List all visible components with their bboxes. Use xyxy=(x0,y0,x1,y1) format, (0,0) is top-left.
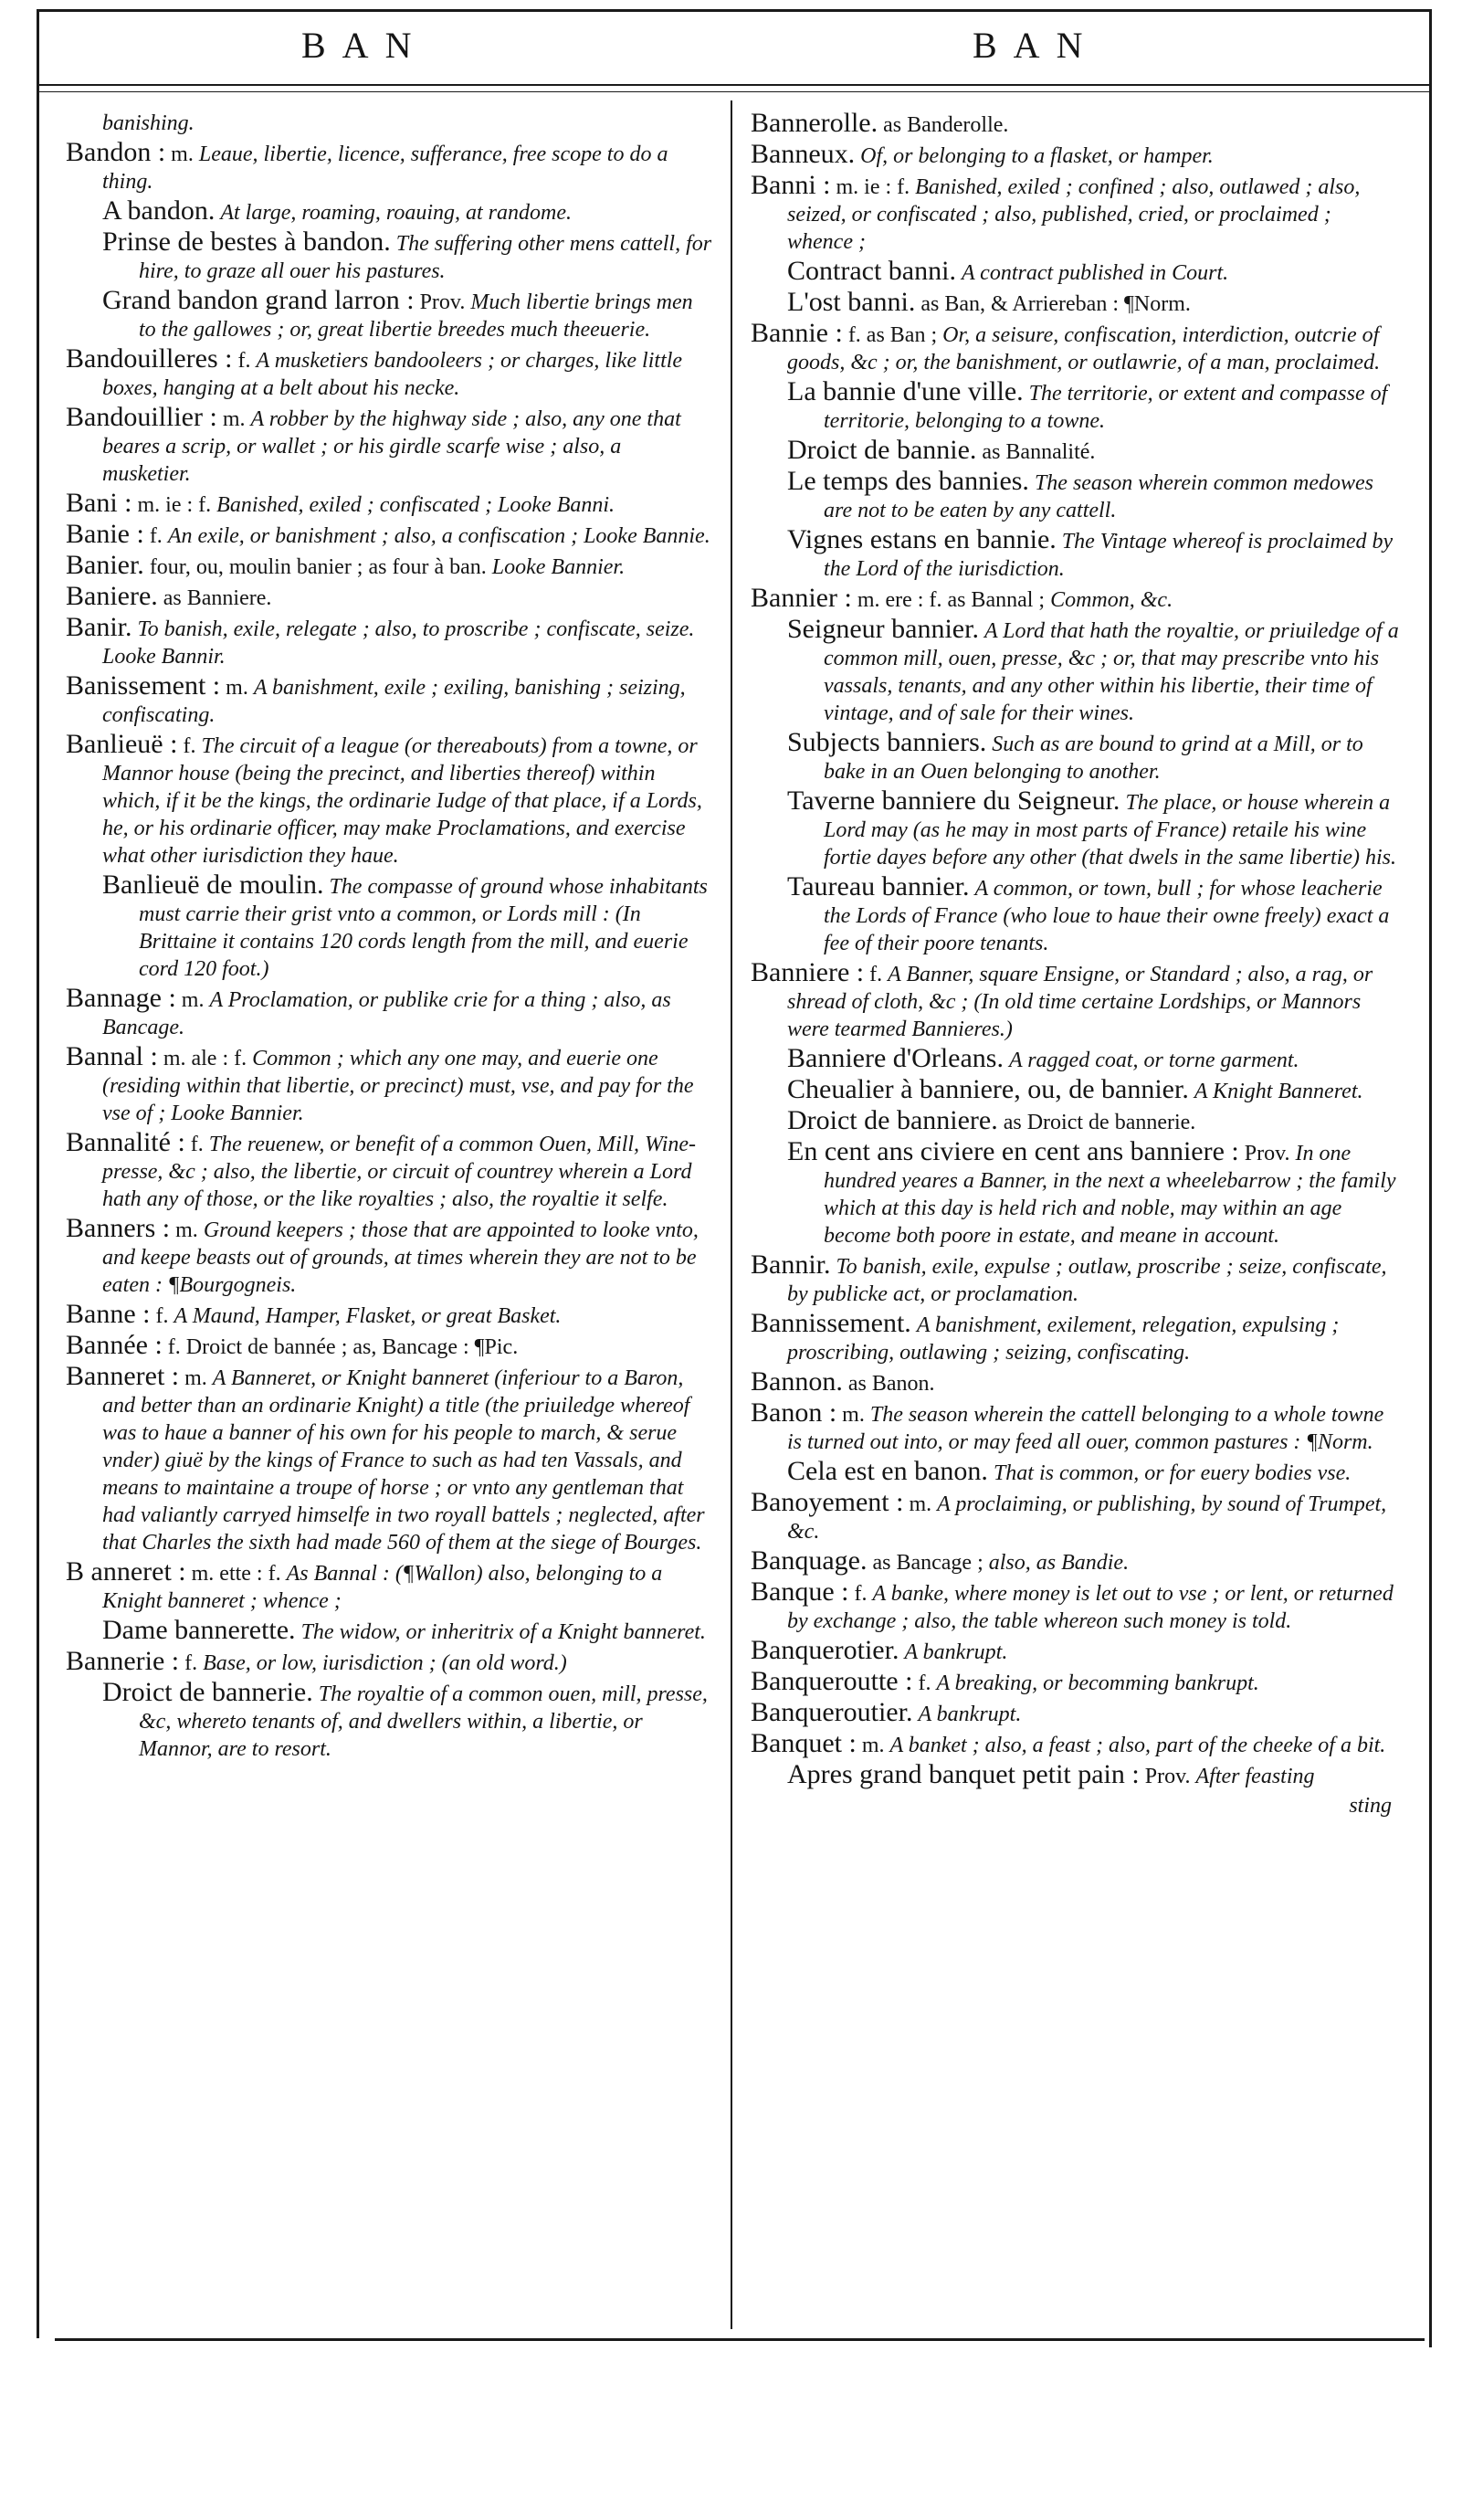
dictionary-entry xyxy=(751,320,1401,376)
dictionary-entry xyxy=(66,1332,714,1361)
entry-french-text: Prov. xyxy=(1139,1765,1196,1788)
entry-french-text: m. xyxy=(165,142,199,166)
entry-english-gloss: A robber by the highway side ; also, any one that beares a scrip, or wallet ; or his girdle scarfe wise ; also, a musketier. xyxy=(102,407,681,486)
entry-french-text: m. ie : f. xyxy=(131,493,217,517)
entry-headword: Banie : xyxy=(66,519,144,549)
entry-english-gloss: Leaue, libertie, licence, sufferance, free scope to do a thing. xyxy=(102,142,668,194)
left-border xyxy=(37,9,39,2338)
dictionary-entry xyxy=(751,1107,1401,1136)
entry-english-gloss: A banishment, exilement, relegation, expulsing ; proscribing, outlawing ; seizing, confiscating. xyxy=(787,1313,1340,1365)
entry-headword: Banqueroutte : xyxy=(751,1666,913,1696)
entry-french-text: m. ale : f. xyxy=(157,1047,253,1070)
entry-headword: Bannalité : xyxy=(66,1127,185,1157)
entry-english-gloss: A Maund, Hamper, Flasket, or great Basket. xyxy=(174,1304,562,1328)
entry-english-gloss: A banishment, exile ; exiling, banishing ; seizing, confiscating. xyxy=(102,676,686,727)
dictionary-entry xyxy=(66,404,714,488)
entry-headword: Banniere : xyxy=(751,957,865,987)
dictionary-entry xyxy=(751,1045,1401,1074)
entry-french-text: as Banderolle. xyxy=(878,113,1009,137)
running-head-right: BAN xyxy=(973,25,1099,66)
entry-french-text: as Droict de bannerie. xyxy=(997,1111,1196,1134)
dictionary-entry xyxy=(751,1368,1401,1397)
entry-english-gloss: The Vintage whereof is proclaimed by the Lord of the iurisdiction. xyxy=(824,530,1394,581)
dictionary-entry xyxy=(66,1558,714,1615)
dictionary-entry xyxy=(751,1458,1401,1487)
entry-french-text: f. xyxy=(150,1304,174,1328)
dictionary-entry xyxy=(66,110,714,137)
entry-french-text: m. xyxy=(179,1366,213,1390)
entry-french-text: f. xyxy=(912,1671,937,1695)
entry-english-gloss: Of, or belonging to a flasket, or hamper. xyxy=(860,144,1214,168)
entry-french-text: f. xyxy=(143,524,168,548)
entry-english-gloss: The territorie, or extent and compasse of territorie, belonging to a towne. xyxy=(824,382,1388,433)
entry-english-gloss: The royaltie of a common ouen, mill, presse, &c, whereto tenants of, and dwellers within, a libertie, or Mannor, are to resort. xyxy=(139,1682,708,1761)
right-border xyxy=(1429,9,1432,2347)
entry-english-gloss: The suffering other mens cattell, for hire, to graze all ouer his pastures. xyxy=(139,232,712,283)
entry-french-text: f. Droict de bannée ; as, Bancage : ¶Pic. xyxy=(162,1335,519,1359)
dictionary-entry xyxy=(751,787,1401,871)
entry-french-text: as Banniere. xyxy=(157,586,272,610)
column-divider xyxy=(731,100,732,2329)
entry-english-gloss: A Knight Banneret. xyxy=(1194,1080,1363,1103)
entry-english-gloss: Such as are bound to grind at a Mill, or to bake in an Ouen belonging to another. xyxy=(824,733,1363,784)
entry-headword: Banir. xyxy=(66,612,132,642)
entry-english-gloss: A breaking, or becomming bankrupt. xyxy=(936,1671,1259,1695)
entry-english-gloss: The place, or house wherein a Lord may (as he may in most parts of France) retaile his wine fortie dayes before any other (that dwels in the same libertie) his. xyxy=(824,791,1396,870)
entry-french-text: as Ban, & Arriereban : ¶Norm. xyxy=(915,292,1191,316)
entry-french-text: f. xyxy=(184,1133,209,1156)
entry-headword: Bannée : xyxy=(66,1330,163,1360)
dictionary-entry xyxy=(751,1138,1401,1249)
entry-headword: Banon : xyxy=(751,1397,837,1428)
entry-headword: Taureau bannier. xyxy=(787,871,970,902)
dictionary-entry xyxy=(751,526,1401,583)
entry-headword: Bannir. xyxy=(751,1249,831,1280)
entry-french-text: m. xyxy=(170,1218,204,1242)
entry-english-gloss: Banished, exiled ; confiscated ; Looke Banni. xyxy=(216,493,615,517)
entry-english-gloss: A banket ; also, a feast ; also, part of the cheeke of a bit. xyxy=(889,1734,1386,1757)
entry-french-text: m. xyxy=(856,1734,890,1757)
entry-french-text: m. xyxy=(220,676,254,700)
dictionary-entry xyxy=(751,1076,1401,1105)
entry-headword: Banquerotier. xyxy=(751,1635,899,1665)
entry-english-gloss: To banish, exile, relegate ; also, to proscribe ; confiscate, seize. Looke Bannir. xyxy=(102,617,695,669)
entry-english-gloss: The reuenew, or benefit of a common Ouen, Mill, Wine-presse, &c ; also, the libertie, or circuit of countrey wherein a Lord hath any of those, or the like royalties ; also, the royaltie it selfe. xyxy=(102,1133,697,1211)
entry-headword: Le temps des bannies. xyxy=(787,466,1029,496)
entry-headword: La bannie d'une ville. xyxy=(787,376,1024,406)
entry-french-text: m. ie : f. xyxy=(830,175,916,199)
entry-french-text: m. xyxy=(836,1403,870,1427)
left-column xyxy=(66,110,714,1765)
dictionary-entry xyxy=(66,490,714,519)
entry-english-gloss: A contract published in Court. xyxy=(961,261,1229,285)
dictionary-entry xyxy=(751,1399,1401,1456)
entry-headword: Bannier : xyxy=(751,583,852,613)
entry-headword: Banni : xyxy=(751,170,831,200)
dictionary-entry xyxy=(751,437,1401,466)
entry-english-gloss: After feasting xyxy=(1195,1765,1315,1788)
entry-french-text: Prov. xyxy=(1238,1142,1296,1165)
entry-headword: A bandon. xyxy=(102,195,216,226)
entry-english-gloss: A Banner, square Ensigne, or Standard ; also, a rag, or shread of cloth, &c ; (In old time certaine Lordships, or Mannors were tearmed Bannieres.) xyxy=(787,963,1373,1041)
dictionary-entry xyxy=(751,1489,1401,1545)
entry-headword: Banque : xyxy=(751,1576,849,1607)
dictionary-entry xyxy=(751,289,1401,318)
dictionary-entry xyxy=(66,672,714,729)
dictionary-entry xyxy=(66,1617,714,1646)
entry-headword: Bannal : xyxy=(66,1041,158,1071)
dictionary-entry xyxy=(751,1668,1401,1697)
dictionary-entry xyxy=(751,1251,1401,1308)
entry-headword: Cheualier à banniere, ou, de bannier. xyxy=(787,1074,1189,1104)
entry-headword: Banquage. xyxy=(751,1545,868,1576)
entry-french-text: as Bannalité. xyxy=(976,440,1096,464)
entry-french-text: as Bancage ; xyxy=(867,1551,989,1575)
entry-french-text: m. ette : f. xyxy=(185,1562,287,1586)
entry-english-gloss: A Proclamation, or publike crie for a thing ; also, as Bancage. xyxy=(102,988,671,1039)
dictionary-entry xyxy=(66,1043,714,1127)
dictionary-entry xyxy=(751,585,1401,614)
entry-english-gloss: banishing. xyxy=(102,111,195,135)
entry-headword: Bandouilleres : xyxy=(66,343,233,374)
dictionary-entry xyxy=(66,139,714,195)
dictionary-entry xyxy=(66,985,714,1041)
entry-headword: Prinse de bestes à bandon. xyxy=(102,227,391,257)
dictionary-entry xyxy=(66,1363,714,1556)
dictionary-entry xyxy=(66,197,714,227)
entry-french-text: f. xyxy=(177,734,202,758)
entry-english-gloss: As Bannal : (¶Wallon) also, belonging to a Knight banneret ; whence ; xyxy=(102,1562,663,1613)
entry-english-gloss: Base, or low, iurisdiction ; (an old word.) xyxy=(203,1651,567,1675)
entry-headword: Bannon. xyxy=(751,1366,843,1397)
entry-headword: En cent ans civiere en cent ans banniere : xyxy=(787,1136,1239,1166)
entry-headword: Banniere d'Orleans. xyxy=(787,1043,1004,1073)
entry-french-text: m. xyxy=(175,988,210,1012)
entry-headword: Bani : xyxy=(66,488,132,518)
entry-english-gloss: A proclaiming, or publishing, by sound of Trumpet, &c. xyxy=(787,1492,1387,1544)
entry-french-text: as Banon. xyxy=(842,1372,935,1396)
dictionary-entry xyxy=(66,731,714,870)
entry-headword: Banquet : xyxy=(751,1728,857,1758)
entry-french-text: m. xyxy=(216,407,251,431)
dictionary-entry xyxy=(751,959,1401,1043)
entry-headword: Taverne banniere du Seigneur. xyxy=(787,786,1120,816)
dictionary-entry xyxy=(751,873,1401,957)
entry-headword: Banneret : xyxy=(66,1361,180,1391)
entry-headword: Droict de banniere. xyxy=(787,1105,998,1135)
header-rule xyxy=(37,84,1432,86)
entry-english-gloss: Banished, exiled ; confined ; also, outlawed ; also, seized, or confiscated ; also, published, cried, or proclaimed ; whence ; xyxy=(787,175,1361,254)
dictionary-entry xyxy=(66,583,714,612)
entry-english-gloss: A bankrupt. xyxy=(904,1640,1008,1664)
dictionary-entry xyxy=(66,552,714,581)
dictionary-entry xyxy=(751,1578,1401,1635)
entry-headword: Cela est en banon. xyxy=(787,1456,988,1486)
entry-headword: Bannerolle. xyxy=(751,108,878,138)
entry-headword: Banneux. xyxy=(751,139,856,169)
entry-english-gloss: Common, &c. xyxy=(1050,588,1173,612)
dictionary-entry xyxy=(66,1129,714,1213)
entry-english-gloss: That is common, or for euery bodies vse. xyxy=(993,1461,1352,1485)
entry-english-gloss: also, as Bandie. xyxy=(988,1551,1130,1575)
entry-headword: Banissement : xyxy=(66,670,221,701)
entry-french-text: m. ere : f. as Bannal ; xyxy=(851,588,1051,612)
dictionary-entry xyxy=(66,1215,714,1299)
entry-french-text: m. xyxy=(903,1492,938,1516)
entry-headword: L'ost banni. xyxy=(787,287,916,317)
dictionary-entry xyxy=(66,345,714,402)
entry-headword: B anneret : xyxy=(66,1556,186,1587)
entry-headword: Banners : xyxy=(66,1213,171,1243)
dictionary-entry xyxy=(66,871,714,983)
entry-headword: Bannissement. xyxy=(751,1308,911,1338)
header-rule-inner xyxy=(37,91,1432,92)
entry-french-text: four, ou, moulin banier ; as four à ban. xyxy=(143,555,492,579)
entry-headword: Bannerie : xyxy=(66,1646,180,1676)
dictionary-entry xyxy=(751,1637,1401,1666)
entry-french-text: f. xyxy=(232,349,257,373)
dictionary-entry xyxy=(66,1301,714,1330)
entry-headword: Seigneur bannier. xyxy=(787,614,979,644)
entry-french-text: f. xyxy=(848,1582,873,1606)
running-head-left: BAN xyxy=(301,25,428,66)
dictionary-entry xyxy=(66,228,714,285)
entry-headword: Bandon : xyxy=(66,137,166,167)
dictionary-entry xyxy=(751,141,1401,170)
entry-headword: Droict de bannerie. xyxy=(102,1677,313,1707)
entry-headword: Bandouillier : xyxy=(66,402,217,432)
entry-english-gloss: A Lord that hath the royaltie, or priuiledge of a common mill, ouen, presse, &c ; or, that may prescribe vnto his vassals, tenants, and any other within his libertie, their time of vintage, and of sale for their wines. xyxy=(824,619,1399,725)
dictionary-entry xyxy=(66,287,714,343)
dictionary-entry xyxy=(66,614,714,670)
dictionary-entry xyxy=(751,1547,1401,1576)
dictionary-entry xyxy=(751,110,1401,139)
entry-english-gloss: A Banneret, or Knight banneret (inferiour to a Baron, and better than an ordinarie Knight) a title (the priuiledge whereof was to haue a banner of his own for his people to march, & serue vnder) giuë by the kings of France to such as had ten Vassals, and means to maintaine a troupe of horse ; or vnto any gentleman that had valiantly carryed himselfe in two royall battels ; neglected, after that Charles the sixth had made 560 of them at the siege of Bourges. xyxy=(102,1366,705,1555)
entry-english-gloss: A bankrupt. xyxy=(918,1703,1022,1726)
entry-headword: Banier. xyxy=(66,550,144,580)
entry-english-gloss: Much libertie brings men to the gallowes ; or, great libertie breedes much theeuerie. xyxy=(139,290,693,342)
dictionary-entry xyxy=(751,258,1401,287)
dictionary-entry xyxy=(751,729,1401,786)
entry-headword: Bannage : xyxy=(66,983,176,1013)
entry-headword: Banne : xyxy=(66,1299,151,1329)
entry-headword: Dame bannerette. xyxy=(102,1615,296,1645)
entry-headword: Contract banni. xyxy=(787,256,956,286)
entry-english-gloss: Or, a seisure, confiscation, interdiction, outcrie of goods, &c ; or, the banishment, or outlawrie, of a man, proclaimed. xyxy=(787,323,1381,374)
entry-english-gloss: The season wherein common medowes are not to be eaten by any cattell. xyxy=(824,471,1373,522)
dictionary-entry xyxy=(751,1761,1401,1790)
entry-english-gloss: The widow, or inheritrix of a Knight banneret. xyxy=(300,1620,706,1644)
entry-headword: Vignes estans en bannie. xyxy=(787,524,1057,554)
entry-english-gloss: A musketiers bandooleers ; or charges, like little boxes, hanging at a belt about his necke. xyxy=(102,349,683,400)
entry-english-gloss: Ground keepers ; those that are appointed to looke vnto, and keepe beasts out of grounds, at times wherein they are not to be eaten : ¶Bourgogneis. xyxy=(102,1218,699,1297)
entry-english-gloss: To banish, exile, expulse ; outlaw, proscribe ; seize, confiscate, by publicke act, or proclamation. xyxy=(787,1255,1387,1306)
right-column xyxy=(751,110,1401,1819)
top-border xyxy=(37,9,1432,12)
entry-french-text: f. xyxy=(179,1651,204,1675)
dictionary-entry xyxy=(751,378,1401,435)
entry-headword: Bannie : xyxy=(751,318,843,348)
catchword: sting xyxy=(1349,1794,1392,1818)
entry-english-gloss: At large, roaming, roauing, at randome. xyxy=(220,201,572,225)
entry-english-gloss: The circuit of a league (or thereabouts) from a towne, or Mannor house (being the precinct, and liberties thereof) within which, if it be the kings, the ordinarie Iudge of that place, if a Lords, he, or his ordinarie officer, may make Proclamations, and exercise what other iurisdiction they haue. xyxy=(102,734,702,868)
dictionary-entry xyxy=(751,1699,1401,1728)
entry-headword: Banlieuë : xyxy=(66,729,178,759)
dictionary-entry xyxy=(66,1679,714,1763)
entry-headword: Subjects banniers. xyxy=(787,727,987,757)
entry-headword: Banoyement : xyxy=(751,1487,904,1517)
entry-english-gloss: An exile, or banishment ; also, a confiscation ; Looke Bannie. xyxy=(167,524,710,548)
dictionary-entry xyxy=(751,172,1401,256)
dictionary-entry xyxy=(66,521,714,550)
entry-french-text: Prov. xyxy=(414,290,471,314)
entry-headword: Banqueroutier. xyxy=(751,1697,913,1727)
dictionary-entry xyxy=(751,1310,1401,1366)
dictionary-entry xyxy=(751,468,1401,524)
entry-english-gloss: In one hundred yeares a Banner, in the next a wheelebarrow ; the family which at this day is held rich and noble, may within an age become both poore in estate, and meane in account. xyxy=(824,1142,1396,1248)
entry-english-gloss: A common, or town, bull ; for whose leacherie the Lords of France (who loue to haue their owne freely) exact a fee of their poore tenants. xyxy=(824,877,1390,955)
entry-french-text: f. as Ban ; xyxy=(842,323,943,347)
entry-english-gloss: A ragged coat, or torne garment. xyxy=(1008,1049,1299,1072)
entry-english-gloss: A banke, where money is let out to vse ; or lent, or returned by exchange ; also, the table whereon such money is told. xyxy=(787,1582,1394,1633)
entry-headword: Droict de bannie. xyxy=(787,435,977,465)
dictionary-entry xyxy=(751,1730,1401,1759)
dictionary-entry xyxy=(751,616,1401,727)
entry-headword: Grand bandon grand larron : xyxy=(102,285,415,315)
entry-english-gloss: The compasse of ground whose inhabitants must carrie their grist vnto a common, or Lords mill : (In Brittaine it contains 120 cords length from the mill, and euerie cord 120 foot.) xyxy=(139,875,708,981)
entry-english-gloss: Looke Bannier. xyxy=(491,555,626,579)
bottom-rule xyxy=(55,2338,1425,2341)
dictionary-entry xyxy=(66,1648,714,1677)
entry-english-gloss: Common ; which any one may, and euerie one (residing within that libertie, or precinct) must, vse, and pay for the vse of ; Looke Bannier. xyxy=(102,1047,694,1125)
entry-headword: Apres grand banquet petit pain : xyxy=(787,1759,1140,1789)
entry-french-text: f. xyxy=(864,963,889,986)
entry-english-gloss: The season wherein the cattell belonging to a whole towne is turned out into, or may feed all ouer, common pastures : ¶Norm. xyxy=(787,1403,1384,1454)
entry-headword: Baniere. xyxy=(66,581,158,611)
entry-headword: Banlieuë de moulin. xyxy=(102,870,324,900)
